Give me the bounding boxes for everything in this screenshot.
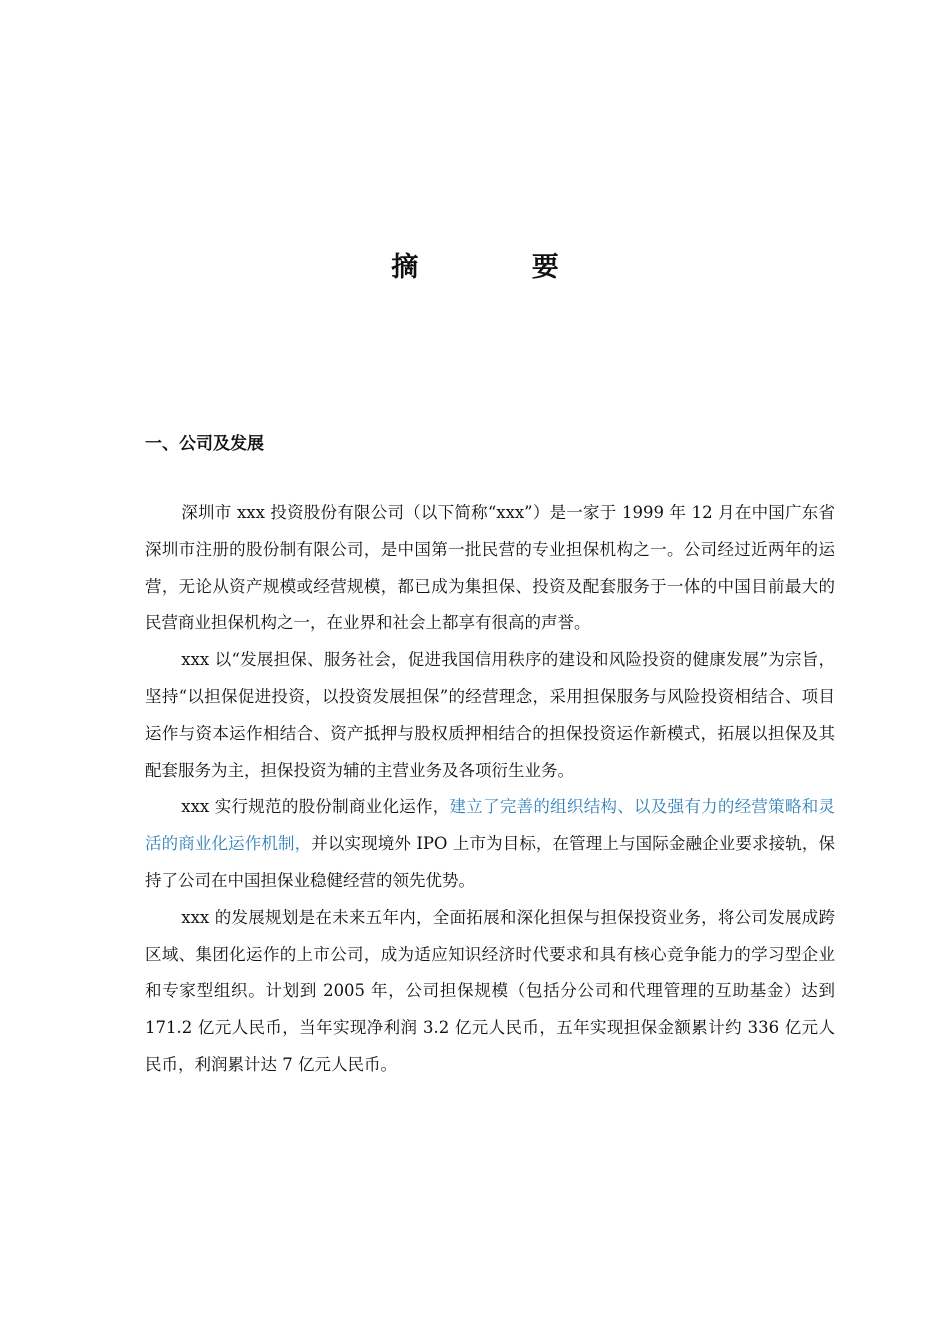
section-heading: 一、公司及发展 (145, 434, 264, 454)
body-text (145, 495, 835, 1084)
paragraph-operations-end: 并以实现境外 IPO 上市为目标，在管理上与国际金融企业要求接轨，保持了公司在中国担保业稳健经营的领先优势。 (145, 834, 836, 890)
highlighted-text: 建立了完善的组织结构、以及强有力的经营策略和灵活的商业化运作机制， (145, 797, 835, 854)
paragraph-company-intro: 深圳市 xxx 投资股份有限公司（以下简称“xxx”）是一家于 1999 年 12 月在中国广东省深圳市注册的股份制有限公司，是中国第一批民营的专业担保机构之一。公司经过近两年的运营，无论从资产规模或经营规模，都已成为集担保、投资及配套服务于一体的中国目前最大的民营商业担保机构之一，在业界和社会上都享有很高的声誉。 (145, 503, 835, 633)
paragraph-operations-start: xxx 实行规范的股份制商业化运作， (181, 797, 450, 817)
page-title: 摘 要 (391, 252, 611, 283)
paragraph-mission: xxx 以“发展担保、服务社会，促进我国信用秩序的建设和风险投资的健康发展”为宗旨，坚持“以担保促进投资，以投资发展担保”的经营理念，采用担保服务与风险投资相结合、项目运作与资本运作相结合、资产抵押与股权质押相结合的担保投资运作新模式，拓展以担保及其配套服务为主，担保投资为辅的主营业务及各项衍生业务。 (145, 650, 835, 780)
paragraph-development-plan: xxx 的发展规划是在未来五年内，全面拓展和深化担保与担保投资业务，将公司发展成跨区域、集团化运作的上市公司，成为适应知识经济时代要求和具有核心竞争能力的学习型企业和专家型组织。计划到 2005 年，公司担保规模（包括分公司和代理管理的互助基金）达到 171.2 亿元人民币，当年实现净利润 3.2 亿元人民币，五年实现担保金额累计约 336 亿元人民币，利润累计达 7 亿元人民币。 (145, 907, 835, 1074)
paragraph-operations (145, 789, 835, 899)
